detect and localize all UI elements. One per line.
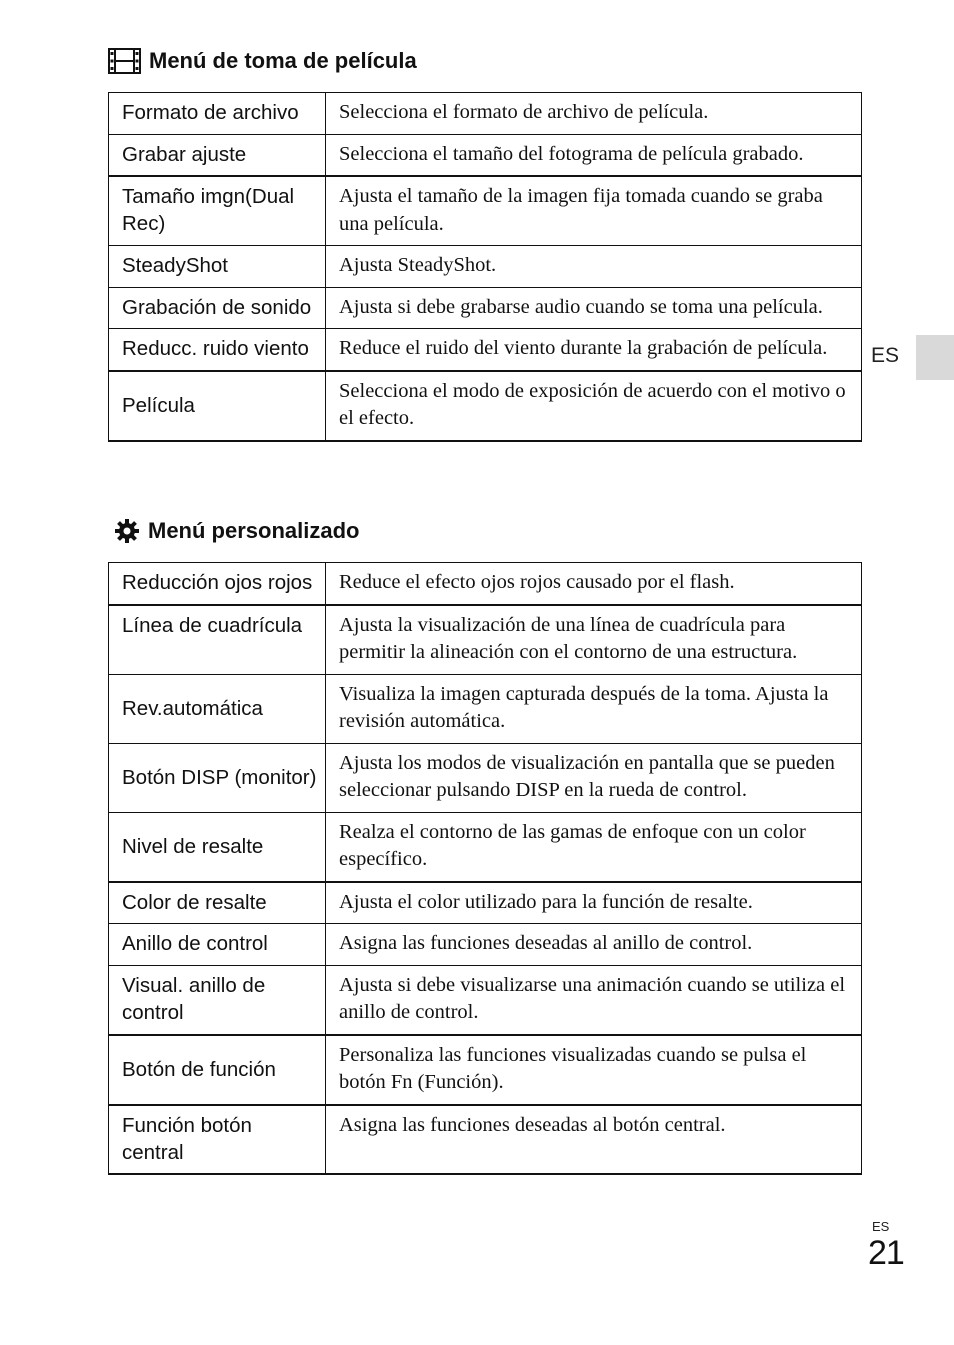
table-row [109,134,862,176]
item-name: Color de resalte [109,882,326,924]
item-name: Grabación de sonido [109,287,326,329]
language-tab-marker [916,335,954,380]
table-row [109,1035,862,1105]
table-row [109,882,862,924]
item-name: Línea de cuadrícula [109,605,326,675]
item-description: Ajusta SteadyShot. [326,246,862,288]
item-name: Botón de función [109,1035,326,1105]
table-row [109,965,862,1035]
table-row [109,563,862,605]
item-description: Ajusta si debe visualizarse una animación cuando se utiliza el anillo de control. [326,965,862,1035]
custom-menu-title: Menú personalizado [148,518,360,543]
table-row [109,371,862,441]
table-row [109,743,862,812]
gear-icon [114,518,140,544]
item-description: Asigna las funciones deseadas al botón central. [326,1105,862,1174]
item-name: Botón DISP (monitor) [109,743,326,812]
item-description: Selecciona el modo de exposición de acuerdo con el motivo o el efecto. [326,371,862,441]
item-description: Ajusta el color utilizado para la función de resalte. [326,882,862,924]
item-description: Visualiza la imagen capturada después de la toma. Ajusta la revisión automática. [326,674,862,743]
custom-menu-heading [114,518,359,544]
item-description: Selecciona el formato de archivo de película. [326,93,862,135]
page-number: 21 [868,1234,904,1272]
table-row [109,924,862,966]
table-row [109,1105,862,1174]
item-description: Ajusta los modos de visualización en pantalla que se pueden seleccionar pulsando DISP en la rueda de control. [326,743,862,812]
item-description: Reduce el ruido del viento durante la grabación de película. [326,329,862,371]
table-row [109,246,862,288]
item-description: Ajusta el tamaño de la imagen fija tomada cuando se graba una película. [326,176,862,246]
item-name: Visual. anillo de control [109,965,326,1035]
item-description: Asigna las funciones deseadas al anillo de control. [326,924,862,966]
table-row [109,674,862,743]
side-language-label: ES [871,344,900,367]
table-row [109,605,862,675]
item-name: Rev.automática [109,674,326,743]
item-name: Reducc. ruido viento [109,329,326,371]
film-strip-icon [108,48,141,74]
item-name: Reducción ojos rojos [109,563,326,605]
page-language-label: ES [872,1219,890,1234]
movie-menu-heading [108,48,417,74]
item-description: Ajusta la visualización de una línea de cuadrícula para permitir la alineación con el contorno de una estructura. [326,605,862,675]
movie-menu-table [108,92,862,442]
item-description: Realza el contorno de las gamas de enfoque con un color específico. [326,812,862,882]
movie-menu-title: Menú de toma de película [149,48,417,73]
item-name: Grabar ajuste [109,134,326,176]
item-name: Formato de archivo [109,93,326,135]
item-name: SteadyShot [109,246,326,288]
item-description: Ajusta si debe grabarse audio cuando se toma una película. [326,287,862,329]
table-row [109,329,862,371]
item-description: Reduce el efecto ojos rojos causado por el flash. [326,563,862,605]
item-name: Anillo de control [109,924,326,966]
table-row [109,287,862,329]
item-description: Personaliza las funciones visualizadas cuando se pulsa el botón Fn (Función). [326,1035,862,1105]
table-row [109,812,862,882]
item-name: Nivel de resalte [109,812,326,882]
item-name: Tamaño imgn(Dual Rec) [109,176,326,246]
item-name: Película [109,371,326,441]
custom-menu-table [108,562,862,1175]
table-row [109,93,862,135]
item-name: Función botón central [109,1105,326,1174]
item-description: Selecciona el tamaño del fotograma de película grabado. [326,134,862,176]
table-row [109,176,862,246]
